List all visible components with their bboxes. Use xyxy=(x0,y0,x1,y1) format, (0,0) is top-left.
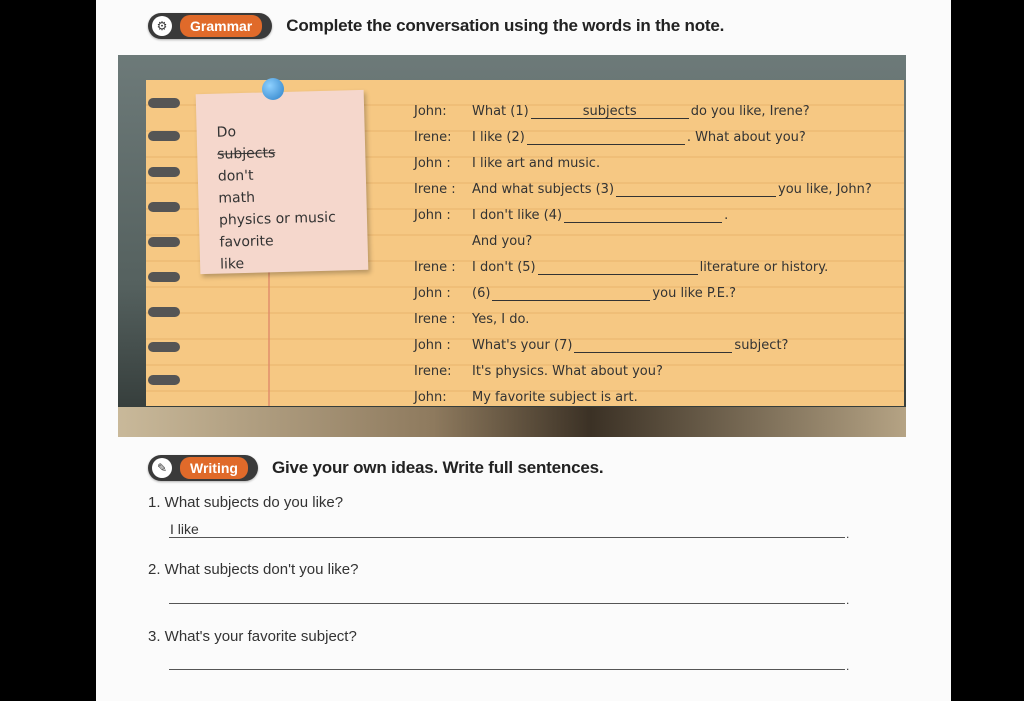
answer-line[interactable] xyxy=(169,669,845,670)
answer-blank[interactable] xyxy=(616,182,776,197)
answer-line[interactable] xyxy=(169,537,845,538)
note-word: subjects xyxy=(217,145,276,163)
worksheet-page xyxy=(96,0,951,701)
spiral-ring xyxy=(148,167,180,177)
spiral-ring xyxy=(148,375,180,385)
grammar-instruction: Complete the conversation using the words in the note. xyxy=(286,16,725,35)
speaker: John: xyxy=(414,390,447,405)
answer-line-period: . xyxy=(846,593,850,607)
speaker: Irene: xyxy=(414,364,452,379)
pencil-icon: ✎ xyxy=(152,458,172,478)
note-word: Do xyxy=(216,124,237,141)
spiral-ring xyxy=(148,237,180,247)
gear-icon: ⚙ xyxy=(152,16,172,36)
speaker: John: xyxy=(414,104,447,119)
desk-edge xyxy=(118,407,906,437)
line-text: And you? xyxy=(472,234,533,249)
spiral-ring xyxy=(148,342,180,352)
speaker: Irene : xyxy=(414,182,456,197)
writing-instruction: Give your own ideas. Write full sentences. xyxy=(271,458,604,477)
line-text: And what subjects (3) xyxy=(472,182,615,197)
speaker: John : xyxy=(414,156,451,171)
line-text: (6) xyxy=(472,286,491,301)
word-note xyxy=(196,90,369,274)
writing-label: Writing xyxy=(180,457,248,479)
line-text: I don't (5) xyxy=(472,260,536,275)
line-text: I like (2) xyxy=(472,130,525,145)
line-text: What's your (7) xyxy=(472,338,573,353)
note-word: like xyxy=(219,256,245,273)
line-text: subject? xyxy=(734,338,789,353)
speaker: John : xyxy=(414,338,451,353)
writing-question: 3. What's your favorite subject? xyxy=(148,628,357,645)
speaker: John : xyxy=(414,208,451,223)
answer-blank[interactable] xyxy=(564,208,722,223)
line-text: It's physics. What about you? xyxy=(472,364,663,379)
line-text: What (1) xyxy=(472,104,529,119)
answer-blank[interactable] xyxy=(492,286,650,301)
spiral-ring xyxy=(148,307,180,317)
line-text: Yes, I do. xyxy=(472,312,530,327)
line-text: literature or history. xyxy=(699,260,829,275)
answer-blank[interactable]: subjects xyxy=(531,104,689,119)
line-text: do you like, Irene? xyxy=(690,104,810,119)
pushpin-icon xyxy=(262,78,284,100)
spiral-ring xyxy=(148,98,180,108)
note-word: don't xyxy=(217,167,254,185)
grammar-header xyxy=(148,13,724,39)
line-text: you like P.E.? xyxy=(652,286,737,301)
note-word: favorite xyxy=(219,233,274,251)
note-word: physics or music xyxy=(218,209,337,229)
answer-line[interactable] xyxy=(169,603,845,604)
line-text: . What about you? xyxy=(686,130,806,145)
line-text: . xyxy=(724,208,729,223)
note-word: math xyxy=(218,189,256,207)
answer-line-period: . xyxy=(846,659,850,673)
answer-blank[interactable] xyxy=(538,260,698,275)
speaker: Irene : xyxy=(414,312,456,327)
spiral-ring xyxy=(148,272,180,282)
answer-line-period: . xyxy=(846,527,850,541)
speaker: Irene : xyxy=(414,260,456,275)
line-text: you like, John? xyxy=(778,182,872,197)
writing-question: 2. What subjects don't you like? xyxy=(148,561,359,578)
writing-question: 1. What subjects do you like? xyxy=(148,494,344,511)
writing-badge xyxy=(148,455,258,481)
grammar-label: Grammar xyxy=(180,15,262,37)
spiral-ring xyxy=(148,131,180,141)
writing-answer[interactable]: I like xyxy=(170,521,199,537)
spiral-ring xyxy=(148,202,180,212)
line-text: I like art and music. xyxy=(472,156,601,171)
speaker: John : xyxy=(414,286,451,301)
line-text: My favorite subject is art. xyxy=(472,390,638,405)
grammar-badge xyxy=(148,13,272,39)
line-text: I don't like (4) xyxy=(472,208,563,223)
writing-header xyxy=(148,455,603,481)
answer-blank[interactable] xyxy=(527,130,685,145)
speaker: Irene: xyxy=(414,130,452,145)
answer-blank[interactable] xyxy=(574,338,732,353)
